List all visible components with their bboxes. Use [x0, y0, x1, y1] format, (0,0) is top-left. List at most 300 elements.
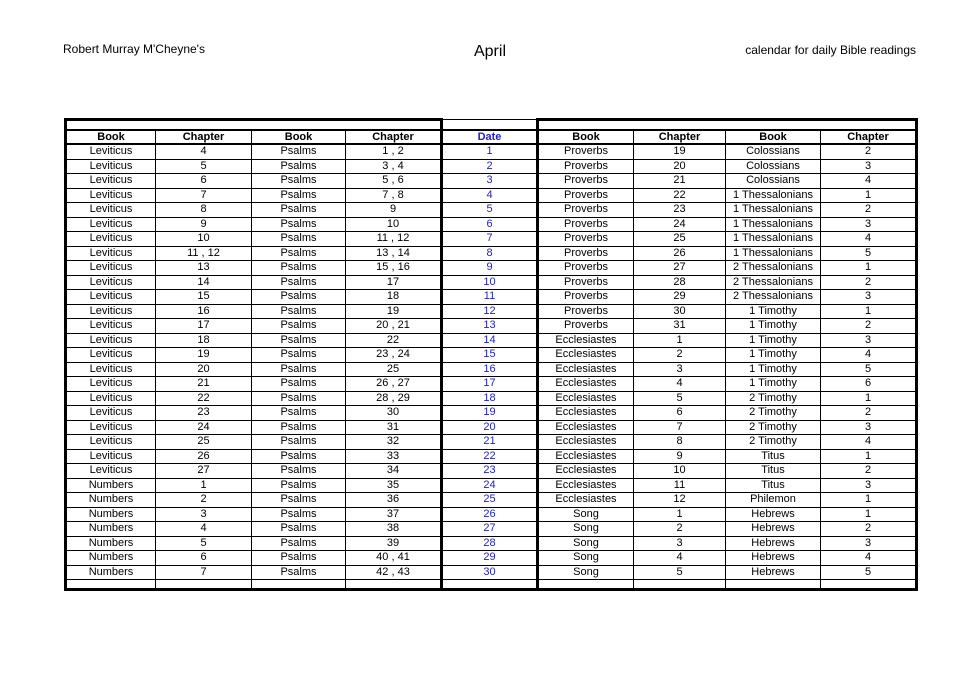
chapter-cell: 1	[821, 493, 917, 508]
book-cell: Hebrews	[726, 507, 821, 522]
book-cell: Numbers	[66, 565, 156, 580]
book-cell: 1 Thessalonians	[726, 188, 821, 203]
book-cell: Song	[538, 536, 634, 551]
chapter-cell: 1	[821, 188, 917, 203]
chapter-cell: 4	[821, 174, 917, 189]
book-cell: Psalms	[252, 319, 346, 334]
chapter-cell: 26	[634, 246, 726, 261]
spacer-cell	[442, 580, 538, 590]
book-cell: Psalms	[252, 203, 346, 218]
date-cell: 11	[442, 290, 538, 305]
chapter-cell: 10	[634, 464, 726, 479]
chapter-cell: 31	[634, 319, 726, 334]
chapter-cell: 13	[156, 261, 252, 276]
chapter-cell: 5	[821, 246, 917, 261]
chapter-cell: 1 , 2	[346, 144, 442, 159]
chapter-cell: 32	[346, 435, 442, 450]
spacer-cell	[66, 580, 156, 590]
table-row	[66, 333, 917, 348]
chapter-cell: 15 , 16	[346, 261, 442, 276]
chapter-cell: 10	[346, 217, 442, 232]
chapter-cell: 27	[634, 261, 726, 276]
book-cell: Ecclesiastes	[538, 449, 634, 464]
book-cell: Leviticus	[66, 333, 156, 348]
chapter-cell: 3	[821, 217, 917, 232]
chapter-cell: 40 , 41	[346, 551, 442, 566]
chapter-cell: 4	[821, 232, 917, 247]
chapter-cell: 1	[821, 449, 917, 464]
header-book: Book	[66, 130, 156, 144]
chapter-cell: 3	[821, 420, 917, 435]
chapter-cell: 4	[156, 522, 252, 537]
chapter-cell: 20 , 21	[346, 319, 442, 334]
book-cell: 1 Thessalonians	[726, 232, 821, 247]
chapter-cell: 9	[156, 217, 252, 232]
book-cell: Leviticus	[66, 420, 156, 435]
book-cell: Ecclesiastes	[538, 362, 634, 377]
book-cell: Leviticus	[66, 435, 156, 450]
chapter-cell: 3	[821, 159, 917, 174]
date-cell: 29	[442, 551, 538, 566]
book-cell: 1 Timothy	[726, 319, 821, 334]
chapter-cell: 5 , 6	[346, 174, 442, 189]
chapter-cell: 8	[634, 435, 726, 450]
chapter-cell: 18	[156, 333, 252, 348]
chapter-cell: 30	[346, 406, 442, 421]
book-cell: Leviticus	[66, 217, 156, 232]
chapter-cell: 2	[821, 406, 917, 421]
header-row	[66, 130, 917, 144]
chapter-cell: 3	[821, 290, 917, 305]
chapter-cell: 37	[346, 507, 442, 522]
book-cell: Ecclesiastes	[538, 493, 634, 508]
date-cell: 28	[442, 536, 538, 551]
chapter-cell: 19	[634, 144, 726, 159]
chapter-cell: 12	[634, 493, 726, 508]
spacer-row-bottom	[66, 580, 917, 590]
chapter-cell: 1	[634, 333, 726, 348]
table-row	[66, 536, 917, 551]
table-row	[66, 464, 917, 479]
book-cell: Numbers	[66, 478, 156, 493]
book-cell: Leviticus	[66, 246, 156, 261]
book-cell: Leviticus	[66, 449, 156, 464]
chapter-cell: 10	[156, 232, 252, 247]
book-cell: Ecclesiastes	[538, 420, 634, 435]
book-cell: Psalms	[252, 333, 346, 348]
table-row	[66, 507, 917, 522]
date-cell: 13	[442, 319, 538, 334]
book-cell: Psalms	[252, 507, 346, 522]
date-cell: 2	[442, 159, 538, 174]
date-cell: 3	[442, 174, 538, 189]
spacer-cell	[66, 120, 442, 131]
chapter-cell: 1	[156, 478, 252, 493]
chapter-cell: 36	[346, 493, 442, 508]
book-cell: 1 Timothy	[726, 377, 821, 392]
chapter-cell: 22	[634, 188, 726, 203]
chapter-cell: 6	[156, 551, 252, 566]
book-cell: Ecclesiastes	[538, 377, 634, 392]
book-cell: Psalms	[252, 290, 346, 305]
chapter-cell: 2	[821, 319, 917, 334]
readings-table	[64, 118, 918, 591]
book-cell: Psalms	[252, 522, 346, 537]
table-row	[66, 275, 917, 290]
date-cell: 23	[442, 464, 538, 479]
spacer-cell	[726, 580, 821, 590]
table-row	[66, 304, 917, 319]
chapter-cell: 24	[634, 217, 726, 232]
book-cell: Ecclesiastes	[538, 435, 634, 450]
book-cell: Proverbs	[538, 275, 634, 290]
chapter-cell: 22	[156, 391, 252, 406]
book-cell: Song	[538, 551, 634, 566]
page-title: April	[473, 43, 506, 60]
book-cell: Leviticus	[66, 406, 156, 421]
table-row	[66, 290, 917, 305]
table-row	[66, 159, 917, 174]
book-cell: 1 Timothy	[726, 348, 821, 363]
chapter-cell: 4	[821, 348, 917, 363]
chapter-cell: 42 , 43	[346, 565, 442, 580]
book-cell: Proverbs	[538, 217, 634, 232]
header-chapter: Chapter	[634, 130, 726, 144]
table-row	[66, 348, 917, 363]
chapter-cell: 30	[634, 304, 726, 319]
chapter-cell: 19	[346, 304, 442, 319]
chapter-cell: 3	[821, 333, 917, 348]
book-cell: Ecclesiastes	[538, 464, 634, 479]
spacer-cell	[442, 120, 538, 131]
spacer-cell	[252, 580, 346, 590]
book-cell: Leviticus	[66, 348, 156, 363]
chapter-cell: 23	[156, 406, 252, 421]
header-chapter: Chapter	[821, 130, 917, 144]
book-cell: Psalms	[252, 420, 346, 435]
chapter-cell: 2	[821, 144, 917, 159]
book-cell: Numbers	[66, 493, 156, 508]
chapter-cell: 2	[821, 275, 917, 290]
chapter-cell: 11	[634, 478, 726, 493]
chapter-cell: 1	[821, 304, 917, 319]
chapter-cell: 5	[634, 391, 726, 406]
chapter-cell: 39	[346, 536, 442, 551]
book-cell: 2 Timothy	[726, 391, 821, 406]
book-cell: Titus	[726, 449, 821, 464]
book-cell: 2 Thessalonians	[726, 275, 821, 290]
table-row	[66, 144, 917, 159]
chapter-cell: 24	[156, 420, 252, 435]
chapter-cell: 18	[346, 290, 442, 305]
book-cell: Numbers	[66, 507, 156, 522]
book-cell: Leviticus	[66, 203, 156, 218]
page-subtitle: calendar for daily Bible readings	[745, 43, 916, 57]
spacer-cell	[538, 580, 634, 590]
chapter-cell: 4	[821, 435, 917, 450]
book-cell: Titus	[726, 464, 821, 479]
table-row	[66, 232, 917, 247]
chapter-cell: 2	[821, 522, 917, 537]
chapter-cell: 5	[634, 565, 726, 580]
chapter-cell: 7	[156, 188, 252, 203]
table-row	[66, 319, 917, 334]
book-cell: Leviticus	[66, 464, 156, 479]
chapter-cell: 9	[346, 203, 442, 218]
table-row	[66, 362, 917, 377]
book-cell: Leviticus	[66, 290, 156, 305]
table-row	[66, 478, 917, 493]
readings-body	[66, 144, 917, 580]
spacer-cell	[821, 580, 917, 590]
book-cell: Ecclesiastes	[538, 406, 634, 421]
date-cell: 9	[442, 261, 538, 276]
chapter-cell: 4	[156, 144, 252, 159]
chapter-cell: 2	[634, 522, 726, 537]
book-cell: Psalms	[252, 275, 346, 290]
book-cell: 1 Thessalonians	[726, 203, 821, 218]
chapter-cell: 5	[821, 565, 917, 580]
date-cell: 27	[442, 522, 538, 537]
chapter-cell: 23 , 24	[346, 348, 442, 363]
chapter-cell: 11 , 12	[156, 246, 252, 261]
date-cell: 15	[442, 348, 538, 363]
chapter-cell: 20	[156, 362, 252, 377]
chapter-cell: 3	[634, 362, 726, 377]
book-cell: 2 Timothy	[726, 406, 821, 421]
book-cell: Leviticus	[66, 377, 156, 392]
chapter-cell: 1	[634, 507, 726, 522]
table-row	[66, 551, 917, 566]
chapter-cell: 28 , 29	[346, 391, 442, 406]
chapter-cell: 2	[156, 493, 252, 508]
chapter-cell: 26 , 27	[346, 377, 442, 392]
book-cell: 2 Timothy	[726, 435, 821, 450]
readings-foot	[66, 580, 917, 590]
date-cell: 5	[442, 203, 538, 218]
book-cell: Proverbs	[538, 159, 634, 174]
book-cell: Psalms	[252, 435, 346, 450]
header-book: Book	[252, 130, 346, 144]
chapter-cell: 5	[156, 536, 252, 551]
date-cell: 20	[442, 420, 538, 435]
chapter-cell: 3 , 4	[346, 159, 442, 174]
chapter-cell: 15	[156, 290, 252, 305]
header-date: Date	[442, 130, 538, 144]
chapter-cell: 29	[634, 290, 726, 305]
book-cell: Hebrews	[726, 536, 821, 551]
table-row	[66, 203, 917, 218]
book-cell: Psalms	[252, 159, 346, 174]
chapter-cell: 23	[634, 203, 726, 218]
date-cell: 30	[442, 565, 538, 580]
book-cell: Leviticus	[66, 174, 156, 189]
date-cell: 1	[442, 144, 538, 159]
chapter-cell: 17	[156, 319, 252, 334]
chapter-cell: 16	[156, 304, 252, 319]
book-cell: Numbers	[66, 536, 156, 551]
date-cell: 12	[442, 304, 538, 319]
chapter-cell: 3	[821, 536, 917, 551]
table-row	[66, 493, 917, 508]
book-cell: 1 Thessalonians	[726, 217, 821, 232]
book-cell: Psalms	[252, 464, 346, 479]
chapter-cell: 6	[156, 174, 252, 189]
table-row	[66, 406, 917, 421]
chapter-cell: 7 , 8	[346, 188, 442, 203]
book-cell: 1 Timothy	[726, 333, 821, 348]
date-cell: 25	[442, 493, 538, 508]
book-cell: Psalms	[252, 362, 346, 377]
book-cell: Proverbs	[538, 304, 634, 319]
book-cell: Psalms	[252, 348, 346, 363]
chapter-cell: 38	[346, 522, 442, 537]
book-cell: Titus	[726, 478, 821, 493]
book-cell: Leviticus	[66, 159, 156, 174]
chapter-cell: 14	[156, 275, 252, 290]
table-row	[66, 246, 917, 261]
book-cell: Psalms	[252, 536, 346, 551]
date-cell: 10	[442, 275, 538, 290]
chapter-cell: 2	[821, 464, 917, 479]
book-cell: Hebrews	[726, 522, 821, 537]
header-book: Book	[538, 130, 634, 144]
book-cell: Hebrews	[726, 551, 821, 566]
spacer-cell	[156, 580, 252, 590]
chapter-cell: 2	[634, 348, 726, 363]
book-cell: Leviticus	[66, 391, 156, 406]
chapter-cell: 5	[821, 362, 917, 377]
date-cell: 4	[442, 188, 538, 203]
chapter-cell: 1	[821, 391, 917, 406]
chapter-cell: 1	[821, 261, 917, 276]
chapter-cell: 27	[156, 464, 252, 479]
book-cell: 2 Thessalonians	[726, 261, 821, 276]
date-cell: 22	[442, 449, 538, 464]
table-row	[66, 435, 917, 450]
book-cell: Proverbs	[538, 174, 634, 189]
book-cell: Leviticus	[66, 304, 156, 319]
table-row	[66, 522, 917, 537]
chapter-cell: 4	[821, 551, 917, 566]
chapter-cell: 33	[346, 449, 442, 464]
date-cell: 16	[442, 362, 538, 377]
book-cell: Psalms	[252, 565, 346, 580]
date-cell: 14	[442, 333, 538, 348]
header-book: Book	[726, 130, 821, 144]
book-cell: Colossians	[726, 144, 821, 159]
book-cell: Leviticus	[66, 319, 156, 334]
chapter-cell: 28	[634, 275, 726, 290]
chapter-cell: 21	[156, 377, 252, 392]
table-row	[66, 377, 917, 392]
book-cell: Proverbs	[538, 319, 634, 334]
book-cell: Ecclesiastes	[538, 333, 634, 348]
book-cell: Proverbs	[538, 232, 634, 247]
header-chapter: Chapter	[346, 130, 442, 144]
chapter-cell: 25	[634, 232, 726, 247]
book-cell: Leviticus	[66, 144, 156, 159]
chapter-cell: 21	[634, 174, 726, 189]
chapter-cell: 5	[156, 159, 252, 174]
book-cell: Proverbs	[538, 246, 634, 261]
book-cell: Psalms	[252, 232, 346, 247]
date-cell: 17	[442, 377, 538, 392]
chapter-cell: 34	[346, 464, 442, 479]
table-row	[66, 188, 917, 203]
chapter-cell: 25	[346, 362, 442, 377]
chapter-cell: 17	[346, 275, 442, 290]
book-cell: Psalms	[252, 174, 346, 189]
book-cell: Psalms	[252, 261, 346, 276]
chapter-cell: 22	[346, 333, 442, 348]
date-cell: 6	[442, 217, 538, 232]
chapter-cell: 20	[634, 159, 726, 174]
chapter-cell: 13 , 14	[346, 246, 442, 261]
table-row	[66, 391, 917, 406]
book-cell: Proverbs	[538, 290, 634, 305]
book-cell: Leviticus	[66, 275, 156, 290]
date-cell: 8	[442, 246, 538, 261]
book-cell: 2 Timothy	[726, 420, 821, 435]
chapter-cell: 4	[634, 377, 726, 392]
table-row	[66, 449, 917, 464]
book-cell: Ecclesiastes	[538, 478, 634, 493]
book-cell: Psalms	[252, 246, 346, 261]
book-cell: 1 Thessalonians	[726, 246, 821, 261]
chapter-cell: 3	[156, 507, 252, 522]
date-cell: 24	[442, 478, 538, 493]
table-row	[66, 174, 917, 189]
book-cell: Philemon	[726, 493, 821, 508]
spacer-row-top	[66, 120, 917, 131]
table-row	[66, 261, 917, 276]
chapter-cell: 6	[821, 377, 917, 392]
book-cell: Numbers	[66, 551, 156, 566]
spacer-cell	[634, 580, 726, 590]
chapter-cell: 35	[346, 478, 442, 493]
book-cell: 1 Timothy	[726, 304, 821, 319]
book-cell: Ecclesiastes	[538, 391, 634, 406]
book-cell: 1 Timothy	[726, 362, 821, 377]
chapter-cell: 25	[156, 435, 252, 450]
book-cell: Leviticus	[66, 261, 156, 276]
book-cell: Ecclesiastes	[538, 348, 634, 363]
book-cell: Psalms	[252, 217, 346, 232]
book-cell: Colossians	[726, 159, 821, 174]
book-cell: Leviticus	[66, 362, 156, 377]
book-cell: Psalms	[252, 304, 346, 319]
book-cell: Psalms	[252, 377, 346, 392]
book-cell: Numbers	[66, 522, 156, 537]
book-cell: Psalms	[252, 493, 346, 508]
book-cell: Proverbs	[538, 203, 634, 218]
book-cell: Psalms	[252, 551, 346, 566]
book-cell: Psalms	[252, 188, 346, 203]
chapter-cell: 2	[821, 203, 917, 218]
table-row	[66, 565, 917, 580]
chapter-cell: 11 , 12	[346, 232, 442, 247]
date-cell: 19	[442, 406, 538, 421]
date-cell: 7	[442, 232, 538, 247]
date-cell: 26	[442, 507, 538, 522]
book-cell: Psalms	[252, 449, 346, 464]
header-chapter: Chapter	[156, 130, 252, 144]
book-cell: 2 Thessalonians	[726, 290, 821, 305]
chapter-cell: 31	[346, 420, 442, 435]
chapter-cell: 8	[156, 203, 252, 218]
book-cell: Colossians	[726, 174, 821, 189]
